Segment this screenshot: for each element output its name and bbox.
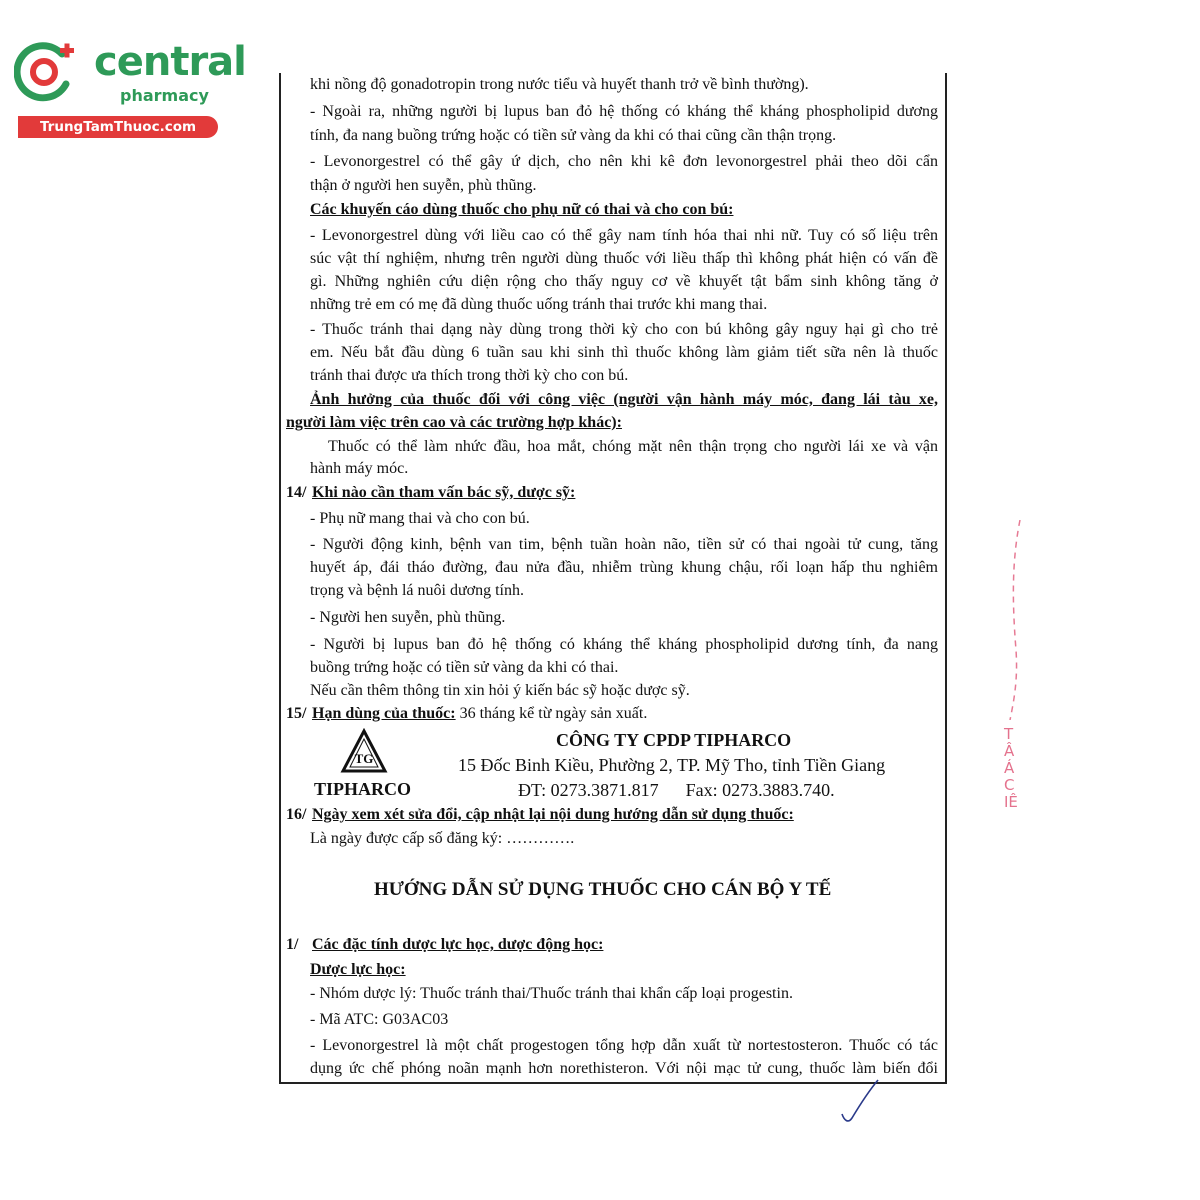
text-line: tránh thai được ưa thích trong thời kỳ cho con bú.: [310, 367, 629, 384]
text-line: huyết áp, đái tháo đường, đau nửa đầu, nhiễm trùng khung chậu, rối loạn hấp thu nghiêm: [310, 559, 938, 576]
stamp-arc-icon: [990, 520, 1030, 720]
signature-mark: [838, 1078, 888, 1128]
document-frame: [279, 73, 947, 1084]
text-line: Thuốc có thể làm nhức đầu, hoa mắt, chóng mặt nên thận trọng cho người lái xe và vận: [328, 438, 938, 455]
stamp-char: Â: [1004, 742, 1015, 760]
company-address: 15 Đốc Binh Kiều, Phường 2, TP. Mỹ Tho, tỉnh Tiền Giang: [458, 755, 886, 775]
text-line: trọng và bệnh lá nuôi dương tính.: [310, 582, 524, 599]
text-line: Là ngày được cấp số đăng ký: ………….: [310, 830, 575, 847]
text-line: - Nhóm dược lý: Thuốc tránh thai/Thuốc tránh thai khẩn cấp loại progestin.: [310, 985, 793, 1002]
section-number: 15/: [286, 705, 307, 722]
company-phone: ĐT: 0273.3871.817 Fax: 0273.3883.740.: [518, 780, 835, 800]
text-line: dụng ức chế phóng noãn mạnh hơn norethisteron. Với nội mạc tử cung, thuốc làm biến đổi: [310, 1060, 938, 1077]
company-name: CÔNG TY CPDP TIPHARCO: [556, 730, 792, 750]
tipharco-logo-icon: [340, 728, 388, 774]
section-title: HƯỚNG DẪN SỬ DỤNG THUỐC CHO CÁN BỘ Y TẾ: [374, 879, 832, 900]
stamp-letters: [1004, 726, 1034, 811]
pharmacy-cross-icon: [14, 40, 76, 102]
text-line: - Phụ nữ mang thai và cho con bú.: [310, 510, 530, 527]
text-line: - Mã ATC: G03AC03: [310, 1011, 449, 1028]
section-heading: Các khuyến cáo dùng thuốc cho phụ nữ có thai và cho con bú:: [310, 201, 734, 218]
logo-name: central: [94, 39, 246, 85]
text-line: Nếu cần thêm thông tin xin hỏi ý kiến bác sỹ hoặc dược sỹ.: [310, 682, 690, 699]
text-line: - Levonorgestrel có thể gây ứ dịch, cho nên khi kê đơn levonorgestrel phải theo dõi cẩn: [310, 153, 938, 170]
stamp-char: Á: [1004, 759, 1015, 777]
company-brand: TIPHARCO: [314, 779, 412, 799]
text-line: - Người bị lupus ban đỏ hệ thống có kháng thể kháng phospholipid dương tính, đa nang: [310, 636, 938, 653]
section-heading: Các đặc tính dược lực học, dược động học:: [312, 936, 604, 953]
section-heading: Hạn dùng của thuốc:: [312, 705, 456, 722]
subsection-heading: Dược lực học:: [310, 961, 406, 978]
section-heading: Khi nào cần tham vấn bác sỹ, dược sỹ:: [312, 484, 576, 501]
stamp-char: C: [1004, 776, 1015, 794]
text-line: hành máy móc.: [310, 460, 409, 477]
section-heading: Ảnh hưởng của thuốc đối với công việc (người vận hành máy móc, đang lái tàu xe,: [310, 391, 938, 408]
text-line: em. Nếu bắt đầu dùng 6 tuần sau khi sinh thì thuốc không làm giảm tiết sữa nên là thuốc: [310, 344, 938, 361]
text-line: - Người động kinh, bệnh van tim, bệnh tuần hoàn não, tiền sử có thai ngoài tử cung, tăng: [310, 536, 938, 553]
expiry-value: 36 tháng kể từ ngày sản xuất.: [455, 705, 648, 722]
section-number: 14/: [286, 484, 307, 501]
text-line: - Thuốc tránh thai dạng này dùng trong thời kỳ cho con bú không gây nguy hại gì cho trẻ: [310, 321, 938, 338]
logo-website: TrungTamThuoc.com: [18, 116, 218, 138]
section-number: 16/: [286, 806, 307, 823]
text-line: súc vật thí nghiệm, nhưng trên người dùng thuốc với liều thấp thì không phát hiện có vấn đề: [310, 250, 938, 267]
stamp-char: IÊ: [1004, 793, 1018, 811]
text-line: buồng trứng hoặc có tiền sử vàng da khi có thai.: [310, 659, 619, 676]
text-line: những trẻ em có mẹ đã dùng thuốc uống tránh thai trước khi mang thai.: [310, 296, 768, 313]
text-line: gì. Những nghiên cứu diện rộng cho thấy nguy cơ về khuyết tật bẩm sinh không tăng ở: [310, 273, 938, 290]
tipharco-logo-text: TG: [354, 751, 374, 766]
stamp-char: T: [1004, 725, 1014, 743]
logo-subtitle: pharmacy: [120, 86, 209, 105]
section-number: 1/: [286, 936, 299, 953]
text-line: - Levonorgestrel dùng với liều cao có thể gây nam tính hóa thai nhi nữ. Tuy có số liệu trên: [310, 227, 938, 244]
text-line: - Người hen suyễn, phù thũng.: [310, 609, 506, 626]
text-line: khi nồng độ gonadotropin trong nước tiểu và huyết thanh trở về bình thường).: [310, 76, 809, 93]
text-line: - Levonorgestrel là một chất progestogen tổng hợp dẫn xuất từ nortestosteron. Thuốc có tác: [310, 1037, 938, 1054]
text-line: tính, đa nang buồng trứng hoặc có tiền sử vàng da khi có thai cũng cần thận trọng.: [310, 127, 837, 144]
text-line: thận ở người hen suyễn, phù thũng.: [310, 177, 537, 194]
text-line: - Ngoài ra, những người bị lupus ban đỏ hệ thống có kháng thể kháng phospholipid dương: [310, 103, 938, 120]
central-pharmacy-logo: [8, 36, 246, 136]
section-heading: người làm việc trên cao và các trường hợp khác):: [286, 414, 622, 431]
section-heading: Ngày xem xét sửa đổi, cập nhật lại nội dung hướng dẫn sử dụng thuốc:: [312, 806, 794, 823]
expiry-line: [312, 704, 647, 724]
